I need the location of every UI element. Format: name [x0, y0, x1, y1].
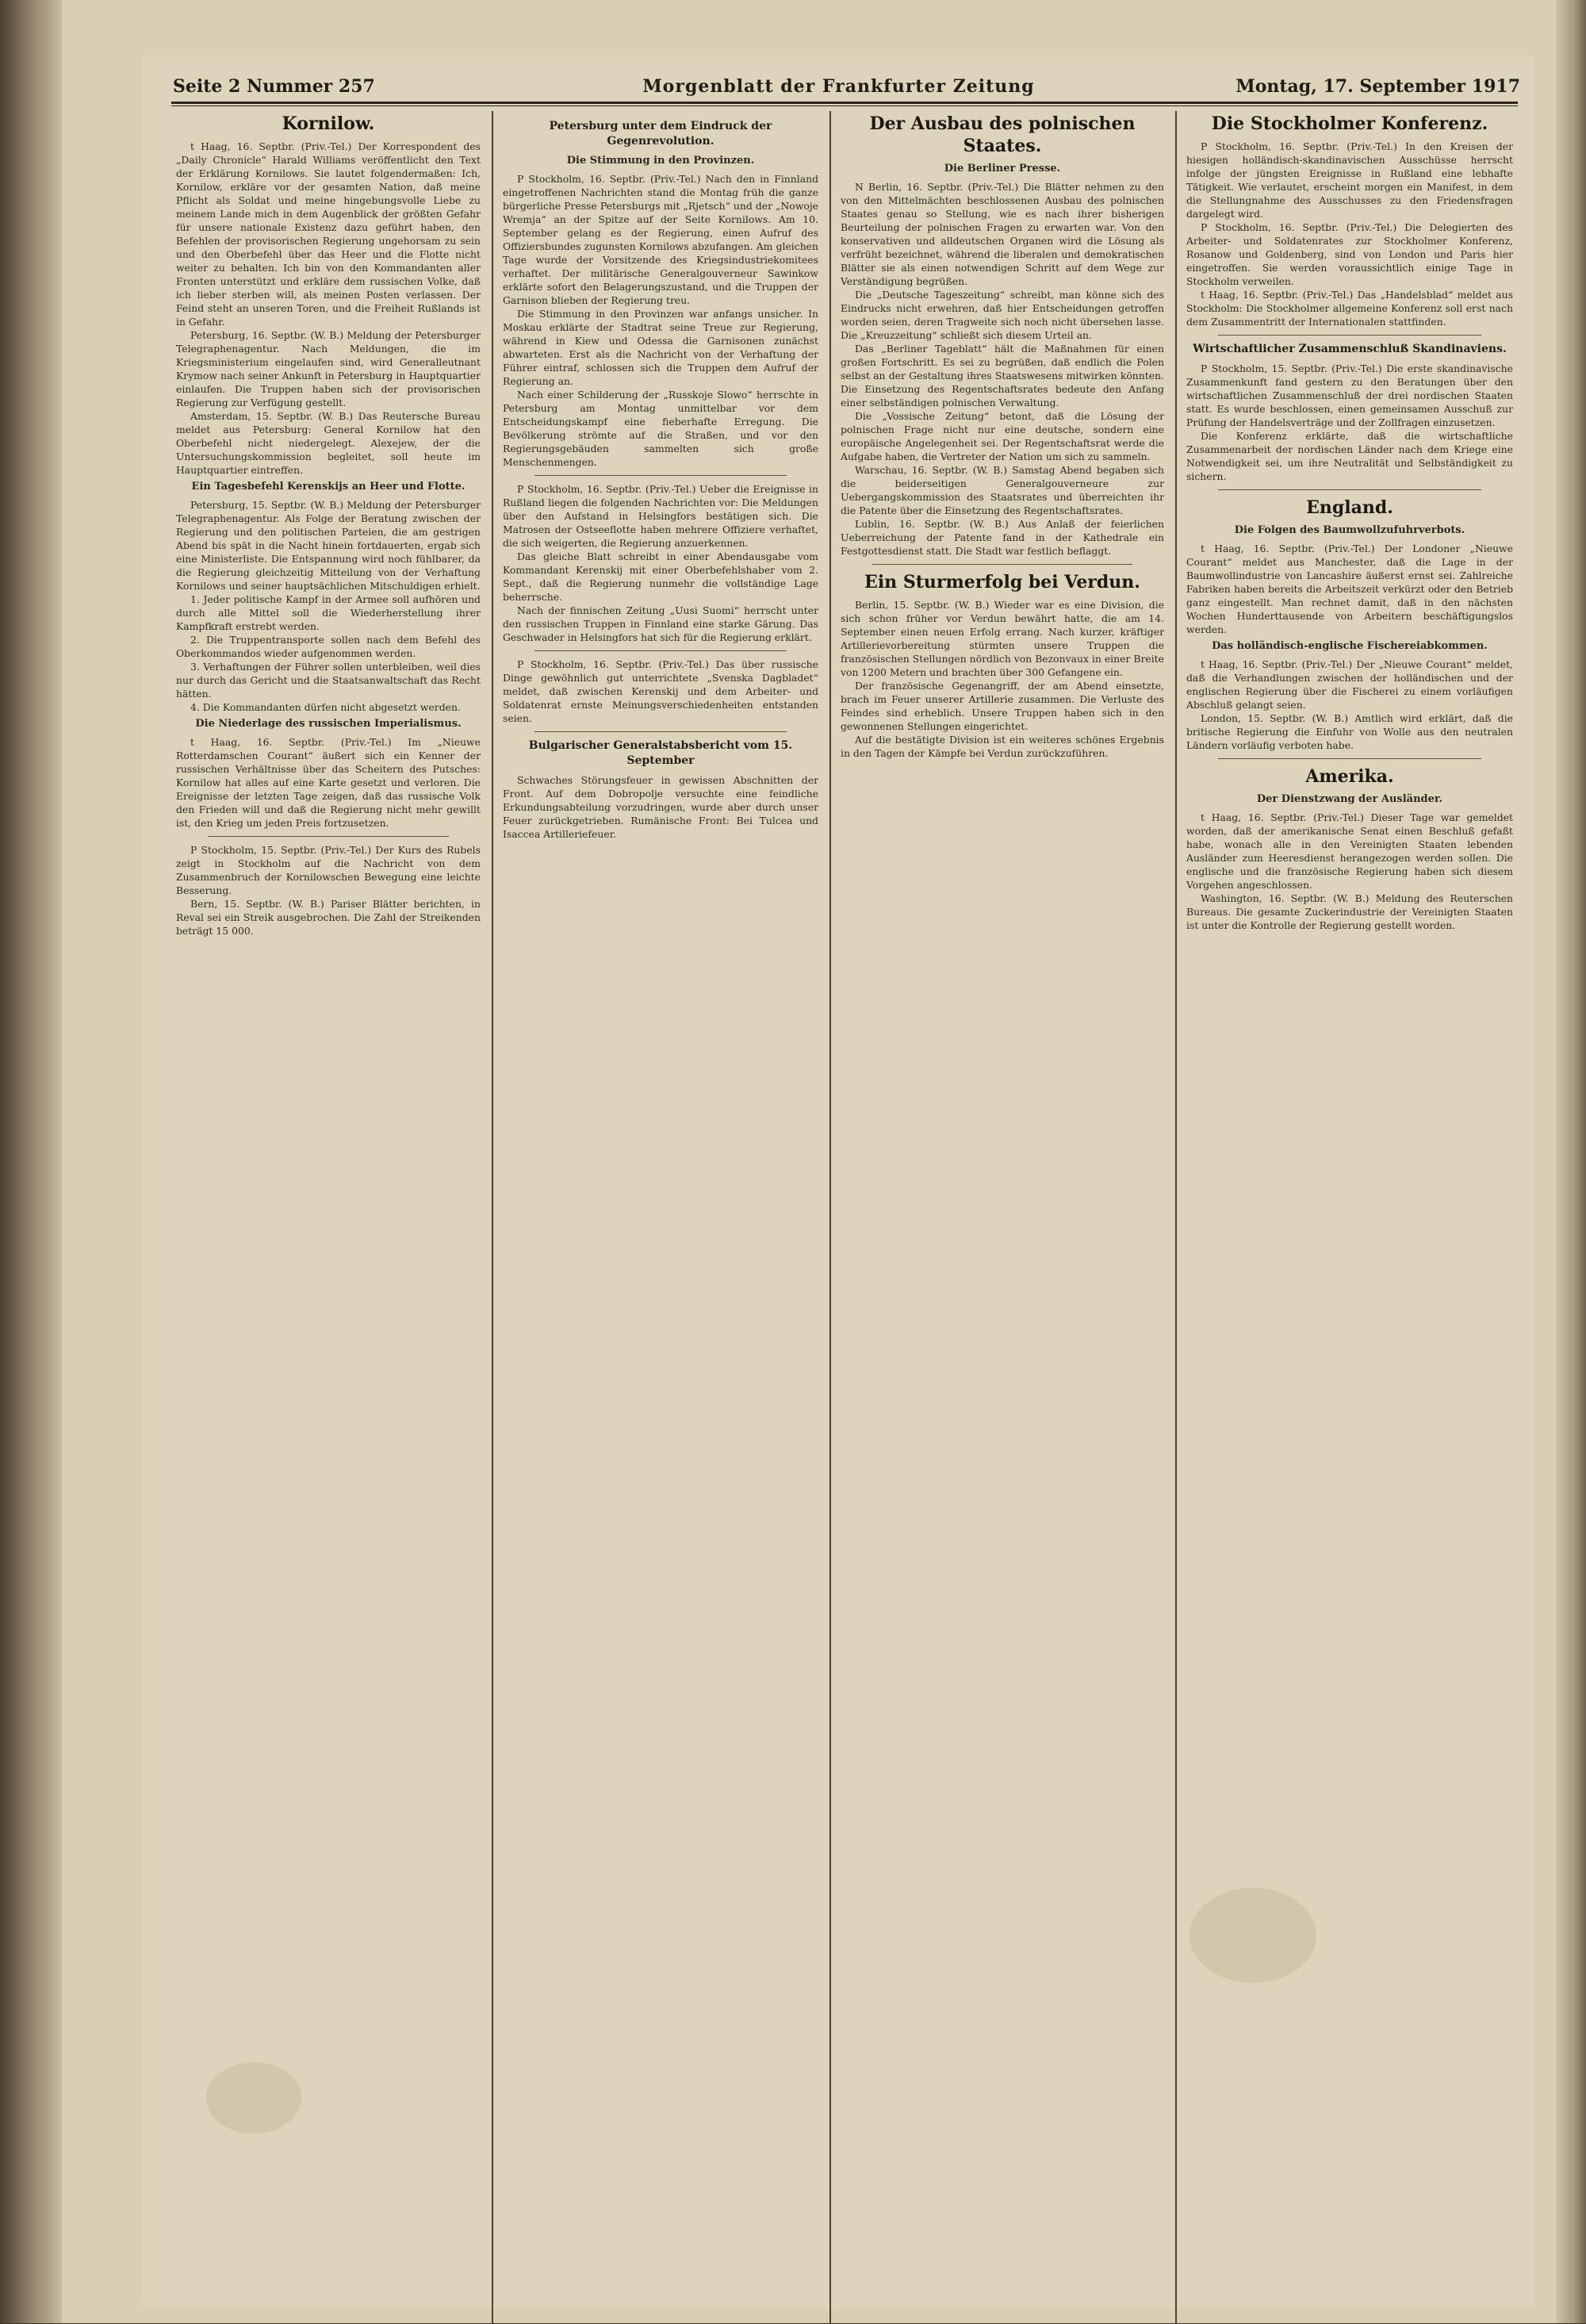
masthead: Morgenblatt der Frankfurter Zeitung [642, 76, 1035, 97]
article-paragraph: t Haag, 16. Septbr. (Priv.-Tel.) Der „Nieuwe Courant“ meldet, daß die Verhandlungen zwischen der holländischen und der englischen Regierung über die Fischerei zu einem vorläufigen Abschluß gelangt seien. [1186, 658, 1513, 711]
article-heading: Petersburg unter dem Eindruck der Gegenrevolution. [549, 120, 772, 148]
column-polen [841, 113, 1164, 2302]
article-paragraph: P Stockholm, 15. Septbr. (Priv.-Tel.) Der Kurs des Rubels zeigt in Stockholm auf die Nachricht von dem Zusammenbruch der Kornilowschen Bewegung eine leichte Besserung. [176, 844, 481, 896]
article-separator [872, 564, 1132, 565]
article-paragraph: Bern, 15. Septbr. (W. B.) Pariser Blätter berichten, in Reval sei ein Streik ausgebrochen. Die Zahl der Streikenden beträgt 15 000. [176, 898, 481, 937]
article-paragraph: Nach der finnischen Zeitung „Uusi Suomi“ herrscht unter den russischen Truppen in Finnland eine starke Gärung. Das Geschwader in Helsingfors hat sich für die Regierung erklärt. [503, 604, 818, 643]
section-subheading: Das holländisch-englische Fischereiabkommen. [1212, 640, 1488, 652]
article-heading: Ein Sturmerfolg bei Verdun. [864, 572, 1140, 593]
article-paragraph: Petersburg, 15. Septbr. (W. B.) Meldung der Petersburger Telegraphenagentur. Als Folge der Beratung zwischen der Regierung und den politischen Parteien, die am gestrigen Abend bis spät in die Nacht hinein fortdauerten, ergab sich eine Ministerliste. Die Entspannung wird noch fühlbarer, da die Regierung gleichzeitig Mitteilung von der Verhaftung Kornilows und seiner hauptsächlichen Mitschuldigen erhielt. [176, 499, 481, 592]
article-paragraph: 2. Die Truppentransporte sollen nach dem Befehl des Oberkommandos wieder aufgenommen werden. [176, 634, 481, 659]
article-paragraph: 3. Verhaftungen der Führer sollen unterbleiben, weil dies nur durch das Gericht und die Staatsanwaltschaft das Recht hätten. [176, 661, 481, 700]
article-separator [1218, 489, 1481, 490]
column-kornilow [176, 113, 481, 2302]
article-paragraph: 1. Jeder politische Kampf in der Armee soll aufhören und durch alle Mittel soll die Wiederherstellung ihrer Kampfkraft erstrebt werden. [176, 593, 481, 632]
article-paragraph: Warschau, 16. Septbr. (W. B.) Samstag Abend begaben sich die beiderseitigen Generalgouverneure zur Uebergangskommission des Staatsrates und überreichten ihr die Patente über die Einsetzung des Regentschaftsrates. [841, 464, 1164, 516]
article-heading: Der Ausbau des polnischen Staates. [869, 113, 1136, 156]
article-heading: Kornilow. [282, 113, 375, 134]
article-paragraph: Petersburg, 16. Septbr. (W. B.) Meldung der Petersburger Telegraphenagentur. Nach Meldungen, die im Kriegsministerium eingelaufen sind, wird Generalleutnant Krymow nach seiner Ankunft in Petersburg in Hauptquartier einlaufen. Die Truppen haben sich der provisorischen Regierung zur Verfügung gestellt. [176, 329, 481, 408]
article-paragraph: Amsterdam, 15. Septbr. (W. B.) Das Reutersche Bureau meldet aus Petersburg: General Kornilow hat den Oberbefehl nicht niedergelegt. Alexejew, der die Untersuchungskommission begleitet, soll heute im Hauptquartier eintreffen. [176, 410, 481, 476]
article-separator [534, 475, 787, 476]
page-header [143, 71, 1534, 103]
article-paragraph: t Haag, 16. Septbr. (Priv.-Tel.) Im „Nieuwe Rotterdamschen Courant“ äußert sich ein Kenner der russischen Verhältnisse über das Scheitern des Putsches: Kornilow hat alles auf eine Karte gesetzt und verloren. Die Ereignisse der letzten Tage zeigen, daß das russische Volk den Frieden will und daß die Regierung nicht mehr gewillt ist, den Krieg um jeden Preis fortzusetzen. [176, 736, 481, 829]
article-separator [1218, 758, 1481, 759]
article-paragraph: t Haag, 16. Septbr. (Priv.-Tel.) Der Londoner „Nieuwe Courant“ meldet aus Manchester, daß die Lage in der Baumwollindustrie von Lancashire äußerst ernst sei. Zahlreiche Fabriken haben bereits die Arbeitszeit verkürzt oder den Betrieb ganz eingestellt. Man rechnet damit, daß in den nächsten Wochen Hunderttausende von Arbeitern beschäftigungslos werden. [1186, 543, 1513, 635]
article-heading: Bulgarischer Generalstabsbericht vom 15. September [528, 739, 793, 767]
article-paragraph: P Stockholm, 16. Septbr. (Priv.-Tel.) Ueber die Ereignisse in Rußland liegen die folgenden Nachrichten vor: Die Meldungen über den Aufstand in Helsingfors bestätigen sich. Die Matrosen der Ostseeflotte haben mehrere Offiziere verhaftet, die sich weigerten, die Regierung anzuerkennen. [503, 483, 818, 549]
article-paragraph: Nach einer Schilderung der „Russkoje Slowo“ herrschte in Petersburg am Montag unmittelbar vor dem Entscheidungskampf eine fieberhafte Erregung. Die Bevölkerung strömte auf die Straßen, und vor den Regierungsgebäuden sammelten sich große Menschenmengen. [503, 389, 818, 468]
article-paragraph: Auf die bestätigte Division ist ein weiteres schönes Ergebnis in den Tagen der Kämpfe bei Verdun zurückzuführen. [841, 734, 1164, 759]
article-paragraph: Der französische Gegenangriff, der am Abend einsetzte, brach im Feuer unserer Artillerie zusammen. Die Verluste des Feindes sind erheblich. Unsere Truppen haben sich in den gewonnenen Stellungen eingerichtet. [841, 680, 1164, 732]
article-paragraph: P Stockholm, 16. Septbr. (Priv.-Tel.) Nach den in Finnland eingetroffenen Nachrichten stand die Montag früh die ganze bürgerliche Presse Petersburgs mit „Rjetsch“ und der „Nowoje Wremja“ an der Spitze auf der Seite Kornilows. Am 10. September gelang es der Regierung, einen Aufruf des Offiziersbundes zugunsten Kornilows abzufangen. Am gleichen Tage wurde der Vorsitzende des Kriegsindustriekomitees verhaftet. Der militärische Generalgouverneur Sawinkow erklärte sofort den Belagerungszustand, und die Truppen der Garnison blieben der Regierung treu. [503, 173, 818, 306]
article-separator [1218, 335, 1481, 336]
article-separator [534, 731, 787, 732]
article-paragraph: P Stockholm, 15. Septbr. (Priv.-Tel.) Die erste skandinavische Zusammenkunft fand gestern zu den Beratungen über den wirtschaftlichen Zusammenschluß der drei nordischen Staaten statt. Es wurde beschlossen, einen gemeinsamen Ausschuß zur Prüfung der Handelsverträge und der Zollfragen einzusetzen. [1186, 362, 1513, 428]
article-paragraph: 4. Die Kommandanten dürfen nicht abgesetzt werden. [190, 701, 461, 713]
article-paragraph: P Stockholm, 16. Septbr. (Priv.-Tel.) Die Delegierten des Arbeiter- und Soldatenrates zur Stockholmer Konferenz, Rosanow und Goldenberg, sind von London und Paris hier eingetroffen. Sie werden voraussichtlich einige Tage in Stockholm verweilen. [1186, 221, 1513, 287]
article-heading: Wirtschaftlicher Zusammenschluß Skandinaviens. [1193, 343, 1507, 355]
article-subheading: Die Folgen des Baumwollzufuhrverbots. [1234, 524, 1465, 536]
article-paragraph: Das gleiche Blatt schreibt in einer Abendausgabe vom Kommandant Kerenskij mit einer Oberbefehlshaber vom 2. Sept., daß die Regierung nunmehr die vollständige Lage beherrsche. [503, 550, 818, 603]
article-paragraph: Die Stimmung in den Provinzen war anfangs unsicher. In Moskau erklärte der Stadtrat seine Treue zur Regierung, während in Kiew und Odessa die Garnisonen zunächst abwarteten. Erst als die Nachricht von der Verhaftung der Führer eintraf, schlossen sich die Truppen dem Aufruf der Regierung an. [503, 308, 818, 387]
article-subheading: Der Dienstzwang der Ausländer. [1256, 793, 1443, 805]
article-heading: England. [1306, 497, 1393, 518]
article-paragraph: t Haag, 16. Septbr. (Priv.-Tel.) Der Korrespondent des „Daily Chronicle“ Harald Williams veröffentlicht den Text der Erklärung Kornilows. Sie lautet folgendermaßen: Ich, Kornilow, erkläre vor der gesamten Nation, daß meine Pflicht als Soldat und meine hingebungsvolle Liebe zu meinem Lande mich in dem Augenblick der größten Gefahr für unsere nationale Existenz dazu geführt haben, den Befehlen der provisorischen Regierung ungehorsam zu sein und den Oberbefehl über das Heer und die Flotte nicht weiter zu behalten. Ich bin von den Kommandanten aller Fronten unterstützt und erkläre dem russischen Volke, daß ich lieber sterben will, als meinen Posten verlassen. Der Feind steht an unseren Toren, und die Freiheit Rußlands ist in Gefahr. [176, 140, 481, 328]
article-heading: Amerika. [1305, 766, 1394, 787]
article-separator [208, 836, 449, 837]
article-heading: Die Stockholmer Konferenz. [1211, 113, 1488, 134]
header-rule-thin [171, 105, 1518, 106]
article-paragraph: Die Konferenz erklärte, daß die wirtschaftliche Zusammenarbeit der nordischen Länder nach dem Kriege eine Notwendigkeit sei, um ihre Neutralität und Selbständigkeit zu sichern. [1186, 430, 1513, 482]
book-binding [0, 0, 62, 2323]
article-paragraph: London, 15. Septbr. (W. B.) Amtlich wird erklärt, daß die britische Regierung die Einfuhr von Wolle aus den neutralen Ländern vorläufig verboten habe. [1186, 712, 1513, 751]
page-edge [1556, 0, 1586, 2323]
article-paragraph: Berlin, 15. Septbr. (W. B.) Wieder war es eine Division, die sich schon früher vor Verdun bewährt hatte, die am 14. September einen neuen Erfolg errang. Nach kurzer, kräftiger Artillerievorbereitung stürmten unsere Truppen die französischen Stellungen nördlich von Bezonvaux in einer Breite von 1200 Metern und brachten über 300 Gefangene ein. [841, 599, 1164, 678]
article-paragraph: Washington, 16. Septbr. (W. B.) Meldung des Reuterschen Bureaus. Die gesamte Zuckerindustrie der Vereinigten Staaten ist unter die Kontrolle der Regierung gestellt worden. [1186, 892, 1513, 931]
article-paragraph: Lublin, 16. Septbr. (W. B.) Aus Anlaß der feierlichen Ueberreichung der Patente fand in der Kathedrale ein Festgottesdienst statt. Die Stadt war festlich beflaggt. [841, 518, 1164, 557]
page-number: Seite 2 Nummer 257 [173, 76, 375, 97]
column-divider [492, 111, 493, 2324]
section-subheading: Ein Tagesbefehl Kerenskijs an Heer und Flotte. [191, 481, 465, 493]
article-paragraph: P Stockholm, 16. Septbr. (Priv.-Tel.) Das über russische Dinge gewöhnlich gut unterrichtete „Svenska Dagbladet“ meldet, daß zwischen Kerenskij und dem Arbeiter- und Soldatenrat ernste Meinungsverschiedenheiten entstanden seien. [503, 658, 818, 724]
section-subheading: Die Niederlage des russischen Imperialismus. [195, 718, 462, 730]
article-paragraph: t Haag, 16. Septbr. (Priv.-Tel.) Dieser Tage war gemeldet worden, daß der amerikanische Senat einen Beschluß gefaßt habe, wonach alle in den Vereinigten Staaten lebenden Ausländer zum Heeresdienst herangezogen werden sollen. Die englische und die französische Regierung haben sich diesem Vorgehen angeschlossen. [1186, 811, 1513, 891]
issue-date: Montag, 17. September 1917 [1235, 76, 1520, 97]
column-divider [829, 111, 831, 2324]
article-paragraph: Die „Deutsche Tageszeitung“ schreibt, man könne sich des Eindrucks nicht erwehren, daß hier Entscheidungen getroffen worden seien, deren Tragweite sich noch nicht übersehen lasse. Die „Kreuzzeitung“ schließt sich diesem Urteil an. [841, 289, 1164, 341]
column-petersburg [503, 113, 818, 2302]
article-paragraph: P Stockholm, 16. Septbr. (Priv.-Tel.) In den Kreisen der hiesigen holländisch-skandinavischen Ausschüsse herrscht infolge der jüngsten Ereignisse in Rußland eine lebhafte Tätigkeit. Wie verlautet, erscheint morgen ein Manifest, in dem die Stellungnahme des Ausschusses zu den Friedensfragen dargelegt wird. [1186, 140, 1513, 220]
column-stockholm [1186, 113, 1513, 2302]
article-paragraph: Schwaches Störungsfeuer in gewissen Abschnitten der Front. Auf dem Dobropolje versuchte eine feindliche Erkundungsabteilung vorzudringen, wurde aber durch unser Feuer zurückgetrieben. Rumänische Front: Bei Tulcea und Isaccea Artilleriefeuer. [503, 774, 818, 840]
article-subheading: Die Berliner Presse. [944, 163, 1061, 174]
column-divider [1175, 111, 1177, 2324]
article-paragraph: N Berlin, 16. Septbr. (Priv.-Tel.) Die Blätter nehmen zu den von den Mittelmächten beschlossenen Ausbau des polnischen Staates genau so Stellung, wie es nach ihrer bisherigen Beurteilung der polnischen Fragen zu erwarten war. Von den konservativen und alldeutschen Organen wird die Lösung als verfrüht bezeichnet, während die liberalen und demokratischen Blätter sie als einen notwendigen Schritt auf dem Wege zur Verständigung begrüßen. [841, 181, 1164, 287]
article-paragraph: t Haag, 16. Septbr. (Priv.-Tel.) Das „Handelsblad“ meldet aus Stockholm: Die Stockholmer allgemeine Konferenz soll erst nach dem Zusammentritt der Internationalen stattfinden. [1186, 289, 1513, 328]
header-rule [171, 102, 1518, 104]
article-paragraph: Die „Vossische Zeitung“ betont, daß die Lösung der polnischen Frage nicht nur eine deutsche, sondern eine europäische Angelegenheit sei. Der Regentschaftsrat werde die Aufgabe haben, die Vertreter der Nation um sich zu sammeln. [841, 410, 1164, 462]
article-paragraph: Das „Berliner Tageblatt“ hält die Maßnahmen für einen großen Fortschritt. Es sei zu begrüßen, daß endlich die Polen selbst an der Gestaltung ihres Staatswesens mitwirken könnten. Die Einsetzung des Regentschaftsrates bedeute den Anfang einer selbständigen polnischen Verwaltung. [841, 343, 1164, 408]
article-separator [534, 650, 787, 651]
article-subheading: Die Stimmung in den Provinzen. [566, 155, 755, 167]
